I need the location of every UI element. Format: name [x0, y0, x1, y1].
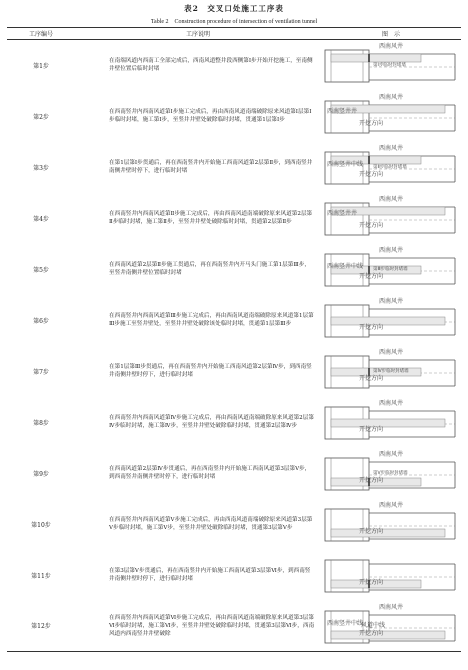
step-number: 第6步 [33, 317, 49, 325]
diagram-label: 开挖方向 [359, 579, 384, 586]
diagram-label: 西南风井 [379, 247, 404, 254]
header-diagram: 图 示 [321, 28, 461, 40]
step-description: 在南端风道内西南工全部完成后，西南风道整井段西侧第Ⅰ步开始开挖施工，至南侧井壁位置后临时封堵 [109, 58, 313, 73]
diagram-label: 第Ⅳ步临时封堵墙 [373, 369, 409, 374]
diagram-label: 西南竖井井 [327, 108, 358, 115]
step-diagram-cell [321, 244, 461, 295]
diagram-label: 风道中线 [361, 621, 386, 629]
diagram-label: 开挖方向 [359, 528, 384, 535]
step-description: 在西南竖井内西南风道第Ⅲ步施工完成后，再由西南风道南端破除原来风道第1层第Ⅲ步施工至竖井壁处，至竖井井壁处破除该处临时封堵，贯通第1层第Ⅲ步 [109, 313, 314, 327]
step-diagram-cell [321, 397, 461, 448]
diagram-label: 开挖方向 [359, 273, 384, 280]
excavation-zone [331, 529, 445, 537]
diagram-label: 西南风井 [379, 502, 404, 509]
step-number: 第3步 [33, 164, 49, 172]
table-row [7, 601, 461, 652]
step-diagram [321, 295, 461, 345]
step-number: 第12步 [7, 601, 75, 652]
table-row [7, 346, 461, 397]
excavation-zone [331, 419, 445, 427]
step-diagram [321, 346, 461, 396]
step-number: 第10步 [31, 521, 51, 529]
table-title-en: Table 2 Construction procedure of intersection of ventilation tunnel [150, 19, 318, 25]
step-diagram-cell [321, 295, 461, 346]
table-row [7, 499, 461, 550]
diagram-label: 开挖方向 [359, 222, 384, 229]
step-diagram [321, 193, 461, 243]
step-diagram-cell [321, 346, 461, 397]
diagram-label: 第Ⅴ步临时封堵墙 [373, 471, 408, 476]
header-description: 工序说明 [75, 28, 321, 40]
diagram-label: 开挖方向 [359, 120, 384, 127]
step-diagram-cell [321, 601, 461, 652]
diagram-label: 西南竖井井 [327, 210, 358, 217]
excavation-zone [331, 317, 445, 325]
step-description: 在第1层第Ⅲ步贯通后，再在西南竖井内开始施工西南风道第2层第Ⅳ步，到西南竖井南侧井壁时停下，进行临时封堵 [109, 364, 312, 378]
step-number: 第5步 [33, 266, 49, 274]
diagram-label: 开挖方向 [359, 629, 384, 637]
diagram-label: 开挖方向 [359, 324, 384, 331]
step-description: 在西南竖井内西南风道第Ⅱ步施工完成后，再由西南风道南端破除原来风道第2层第Ⅱ步临时封堵，施工第Ⅱ步，至竖井井壁处破除临时封堵，贯通第2层第Ⅱ步 [109, 211, 313, 225]
diagram-label: 西南竖井中线 [327, 619, 364, 627]
table-row [7, 244, 461, 295]
table-row [7, 40, 461, 91]
diagram-label: 开挖方向 [359, 375, 384, 382]
diagram-label: 西南竖井中线 [327, 161, 364, 168]
step-description: 在西南竖井内西南风道第Ⅰ步施工完成后，再由西南风道南端破除原来风道第Ⅰ层第Ⅰ步临时封堵，施工第Ⅰ步，至竖井井壁处破除临时封堵，贯通第1层第Ⅰ步 [109, 109, 312, 123]
diagram-label: 西南风井 [379, 451, 404, 458]
diagram-label: 第Ⅰ步临时封堵墙 [373, 63, 406, 69]
step-diagram-cell [321, 499, 461, 550]
step-description: 在西南风道第2层第Ⅳ步贯通后，再在西南竖井内开始施工西南风道第3层第Ⅴ步，到西南竖井南侧井壁时停下，进行临时封堵 [109, 466, 311, 480]
step-description: 在西南竖井内西南风道第Ⅴ步施工完成后，再由西南风道南端破除原来风道第3层第Ⅴ步临时封堵，施工第Ⅴ步，至竖井井壁处破除临时封堵，贯通第3层第Ⅴ步 [109, 517, 313, 531]
step-diagram [321, 601, 461, 651]
step-diagram [321, 448, 461, 498]
step-description: 在第1层第Ⅰ步贯通后，再在西南竖井内开始施工西南风道第2层第Ⅱ步，到西南竖井南侧井壁时停下，进行临时封堵 [109, 160, 313, 174]
diagram-label: 西南风井 [379, 349, 404, 356]
diagram-label: 开挖方向 [359, 477, 384, 484]
step-description: 在西南竖井内西南风道第Ⅵ步施工完成后，再由西南风道南端破除原来风道第3层第Ⅵ步临时封堵，施工第Ⅵ步，至竖井井壁处破除临时封堵，贯通第3层第Ⅵ步，西南风道内西南竖井井壁破除 [75, 601, 321, 652]
diagram-label: 西南风井 [379, 94, 404, 101]
table-row [7, 193, 461, 244]
step-diagram [321, 142, 461, 192]
diagram-label: 第Ⅲ步临时封堵墙 [373, 267, 408, 272]
step-diagram [321, 499, 461, 549]
header-row [7, 28, 461, 40]
step-diagram-cell [321, 142, 461, 193]
table-row [7, 448, 461, 499]
excavation-zone [331, 631, 445, 639]
step-diagram-cell [321, 448, 461, 499]
diagram-label: 西南风井 [379, 603, 404, 611]
step-diagram-cell [321, 193, 461, 244]
table-row [7, 91, 461, 142]
step-number: 第8步 [33, 419, 49, 427]
header-step-no: 工序编号 [7, 28, 75, 40]
table-title-cn: 表2 交叉口处施工工序表 [184, 4, 284, 13]
step-number: 第4步 [33, 215, 49, 223]
step-diagram [321, 244, 461, 294]
diagram-label: 西南风井 [379, 145, 404, 152]
step-description: 在第3层第Ⅴ步贯通后，再在西南竖井内开始施工西南风道第3层第Ⅵ步，到西南竖井南侧井壁时停下，进行临时封堵 [109, 568, 311, 582]
diagram-label: 西南风井 [379, 43, 404, 51]
table-row [7, 295, 461, 346]
step-description: 在西南竖井内西南风道第Ⅳ步施工完成后，再由西南风道南端破除原来风道第2层第Ⅳ步临时封堵，施工第Ⅳ步，至竖井井壁处破除临时封堵，贯通第2层第Ⅳ步 [109, 415, 314, 429]
step-description: 在西南风道第2层第Ⅱ步施工贯通后，再在西南竖井内开马头门施工第1层第Ⅲ步，至竖井南侧井壁位置临时封堵 [109, 262, 310, 276]
step-diagram-cell [321, 40, 461, 91]
diagram-label: 第Ⅱ步临时封堵墙 [373, 165, 407, 170]
diagram-label: 西南竖井中线 [327, 263, 364, 270]
procedure-table [7, 27, 461, 652]
diagram-label: 西南风井 [379, 298, 404, 305]
excavation-zone [331, 54, 421, 62]
diagram-label: 开挖方向 [359, 426, 384, 433]
step-number: 第1步 [33, 62, 49, 70]
step-number: 第2步 [33, 113, 49, 121]
diagram-label: 西南风井 [379, 400, 404, 407]
step-number: 第7步 [33, 368, 49, 376]
step-number: 第11步 [31, 572, 51, 580]
step-diagram-cell [321, 550, 461, 601]
table-row [7, 397, 461, 448]
step-number: 第9步 [33, 470, 49, 478]
step-diagram [321, 550, 461, 600]
diagram-label: 开挖方向 [359, 171, 384, 178]
table-row [7, 550, 461, 601]
step-diagram-cell [321, 91, 461, 142]
step-diagram [321, 397, 461, 447]
step-diagram [321, 40, 461, 90]
diagram-label: 西南风井 [379, 196, 404, 203]
table-row [7, 142, 461, 193]
step-diagram [321, 91, 461, 141]
